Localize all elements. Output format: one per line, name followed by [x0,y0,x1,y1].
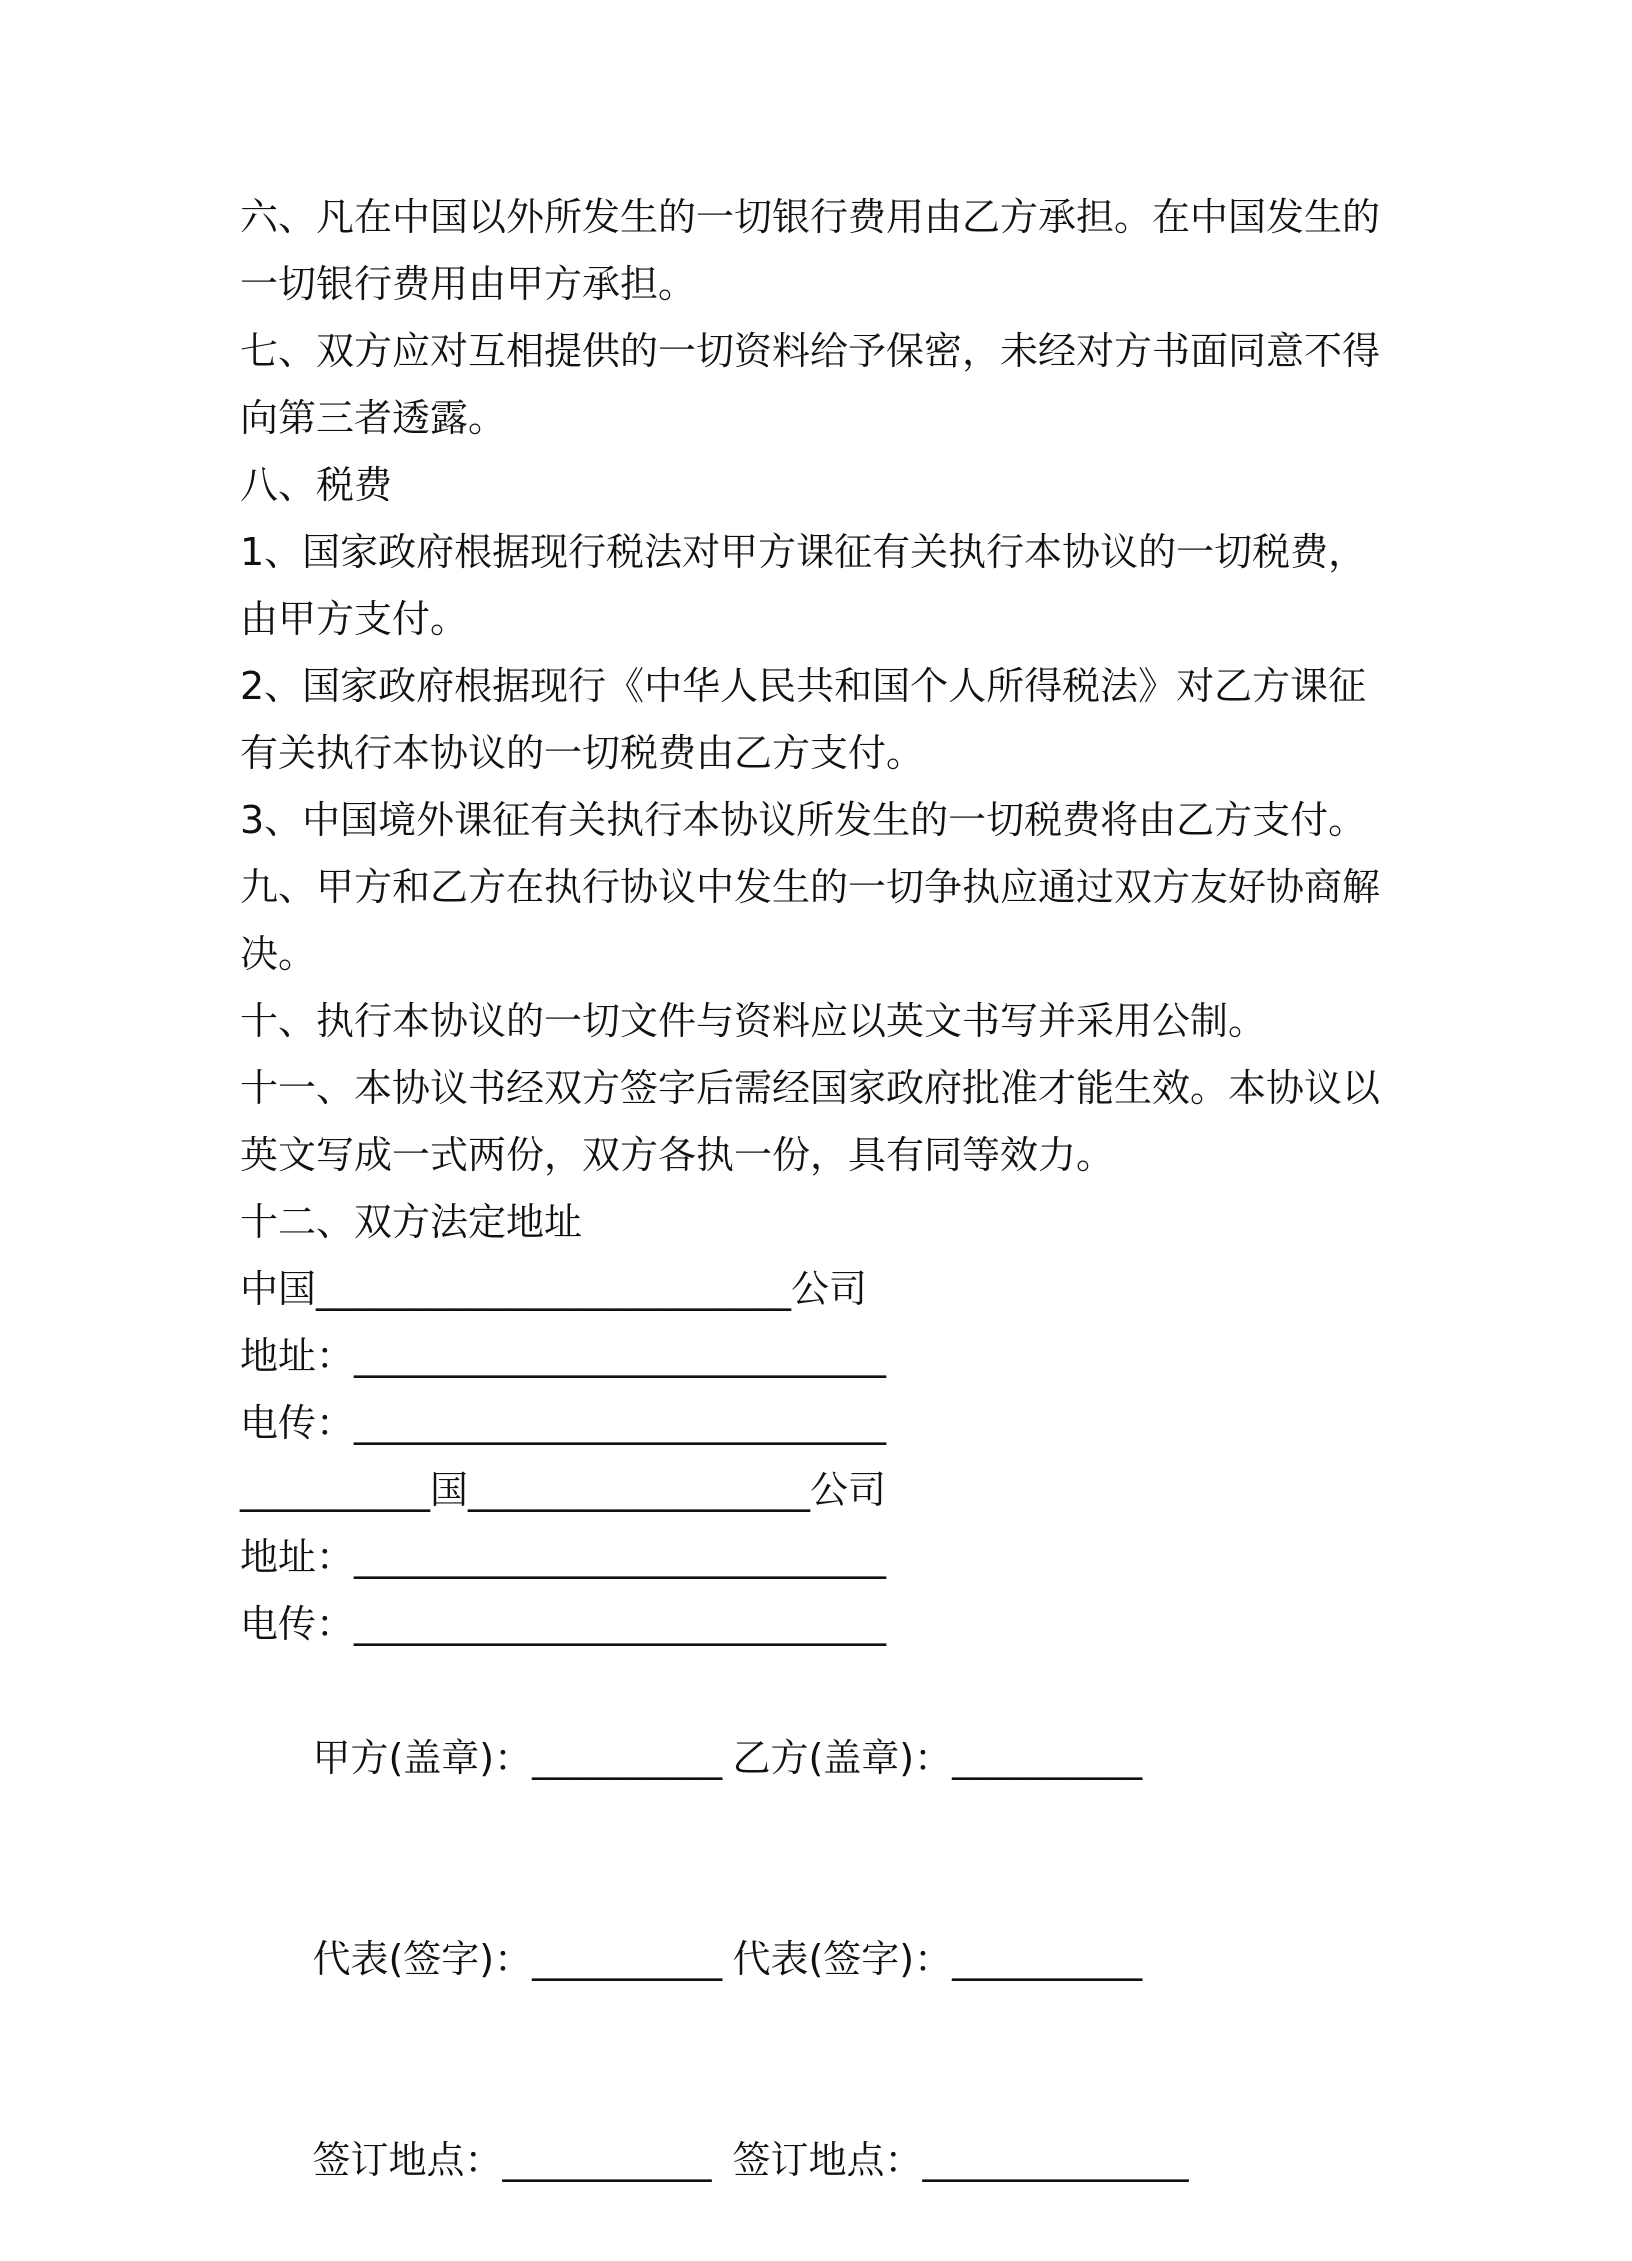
clause-6: 六、凡在中国以外所发生的一切银行费用由乙方承担。在中国发生的一切银行费用由甲方承担。 [240,195,1381,306]
clause-10: 十、执行本协议的一切文件与资料应以英文书写并采用公制。 [240,999,1267,1043]
clause-7: 七、双方应对互相提供的一切资料给予保密，未经对方书面同意不得向第三者透露。 [240,329,1381,440]
foreign-company-line: __________国__________________公司 [240,1468,887,1512]
party-b-signing-place-field: 签订地点：______________ [732,2138,1189,2182]
clause-8-item-2: 2、国家政府根据现行《中华人民共和国个人所得税法》对乙方课征有关执行本协议的一切税费由乙方支付。 [240,664,1367,775]
party-a-seal-field: 甲方(盖章)：__________ [312,1736,723,1780]
china-telex-line: 电传：____________________________ [240,1401,887,1445]
foreign-telex-line: 电传：____________________________ [240,1602,887,1646]
clause-9: 九、甲方和乙方在执行协议中发生的一切争执应通过双方友好协商解决。 [240,865,1381,976]
document-body [240,184,1400,2261]
china-address-line: 地址：____________________________ [240,1334,887,1378]
clause-8-heading: 八、税费 [240,463,393,507]
clause-11: 十一、本协议书经双方签字后需经国家政府批准才能生效。本协议以英文写成一式两份，双方各执一份，具有同等效力。 [240,1066,1381,1177]
seal-row [240,1658,1400,1859]
representative-row [240,1859,1400,2060]
clause-12-heading: 十二、双方法定地址 [240,1200,583,1244]
clause-8-item-1: 1、国家政府根据现行税法对甲方课征有关执行本协议的一切税费，由甲方支付。 [240,530,1367,641]
foreign-address-line: 地址：____________________________ [240,1535,887,1579]
party-b-representative-field: 代表(签字)：__________ [732,1937,1143,1981]
china-company-line: 中国_________________________公司 [240,1267,868,1311]
party-b-seal-field: 乙方(盖章)：__________ [732,1736,1143,1780]
signing-place-row [240,2060,1400,2261]
party-a-signing-place-field: 签订地点：___________ [312,2138,712,2182]
clause-8-item-3: 3、中国境外课征有关执行本协议所发生的一切税费将由乙方支付。 [240,798,1367,842]
party-a-representative-field: 代表(签字)：__________ [312,1937,723,1981]
